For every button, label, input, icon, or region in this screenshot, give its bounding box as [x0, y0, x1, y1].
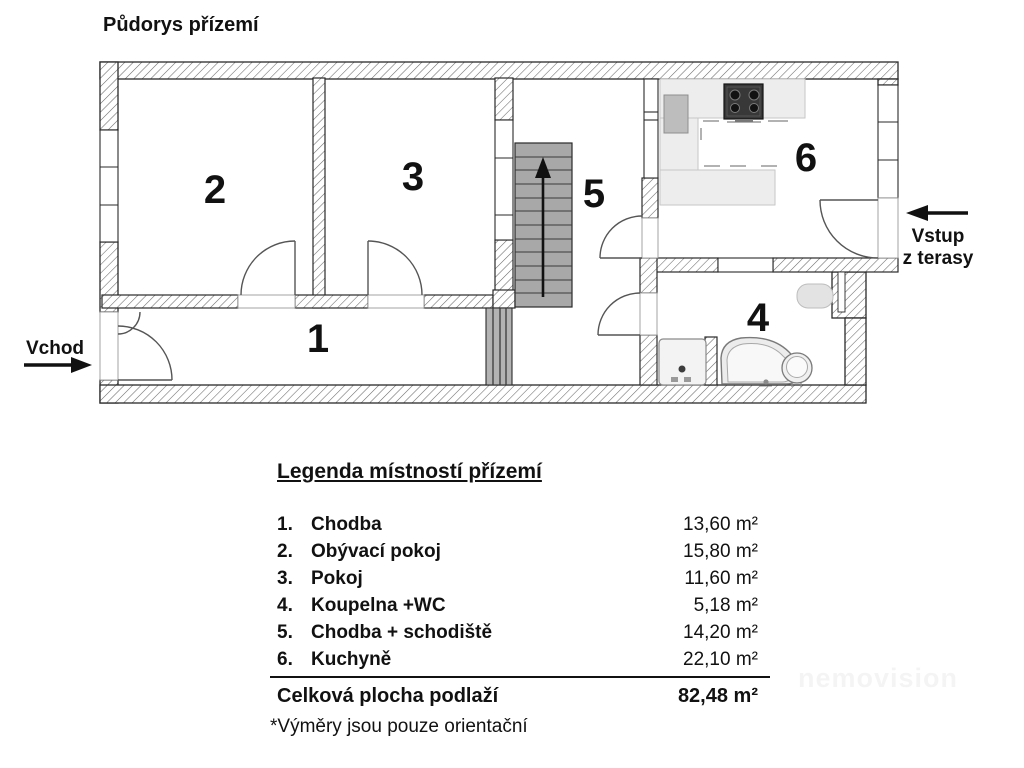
legend-total-value: 82,48 m² — [677, 685, 758, 707]
door-kitchen — [600, 216, 642, 258]
legend-total-label: Celková plocha podlaží — [277, 685, 499, 707]
legend-row-area: 13,60 m² — [683, 514, 758, 535]
window-left — [100, 130, 118, 242]
legend-row-number: 6. — [277, 649, 293, 670]
legend-row-number: 5. — [277, 622, 293, 643]
legend-rows — [270, 511, 770, 673]
legend-row — [270, 592, 770, 619]
gas-stove — [724, 84, 763, 122]
entrance-label: Vchod — [25, 338, 85, 359]
legend-total-row — [270, 685, 770, 708]
legend-row-area: 11,60 m² — [684, 568, 758, 589]
legend-row — [270, 619, 770, 646]
legend-title: Legenda místností přízemí — [277, 460, 542, 483]
legend-row-name: Koupelna +WC — [311, 595, 446, 616]
legend-row-area: 14,20 m² — [683, 622, 758, 643]
legend-row-area: 5,18 m² — [693, 595, 758, 616]
window-right — [878, 85, 898, 198]
shower — [659, 339, 706, 385]
room-label-2: 2 — [203, 168, 227, 212]
legend-row — [270, 565, 770, 592]
legend-row-name: Obývací pokoj — [311, 541, 441, 562]
page-title: Půdorys přízemí — [103, 14, 259, 36]
window-room3-hall — [495, 120, 513, 240]
legend-row-number: 2. — [277, 541, 293, 562]
legend-row-name: Pokoj — [311, 568, 363, 589]
room-label-5: 5 — [582, 172, 606, 216]
legend-footnote: *Výměry jsou pouze orientační — [270, 716, 528, 737]
legend-row-area: 22,10 m² — [683, 649, 758, 670]
legend-row-name: Chodba — [311, 514, 382, 535]
basement-stairs — [486, 308, 512, 385]
door-room2 — [241, 241, 295, 295]
legend-row-area: 15,80 m² — [683, 541, 758, 562]
door-entrance — [118, 312, 172, 380]
legend-row — [270, 538, 770, 565]
watermark — [798, 663, 958, 694]
entrance-arrow-icon — [24, 357, 92, 373]
legend-separator — [270, 676, 770, 678]
door-terrace — [820, 200, 878, 258]
legend-row-number: 4. — [277, 595, 293, 616]
radiator — [797, 284, 833, 308]
room-label-6: 6 — [794, 136, 818, 180]
legend-row-number: 3. — [277, 568, 293, 589]
room-label-4: 4 — [746, 296, 770, 340]
legend-row-name: Chodba + schodiště — [311, 622, 493, 643]
door-room3 — [368, 241, 422, 295]
cabinet-marks — [701, 121, 788, 166]
terrace-arrow-icon — [906, 205, 968, 221]
window-hall-kitchen — [644, 79, 658, 178]
room-label-3: 3 — [401, 155, 425, 199]
terrace-label-line2: z terasy — [902, 248, 974, 269]
entrance-annotation — [24, 338, 92, 373]
window-kitchen-bath — [718, 258, 773, 272]
terrace-annotation — [903, 205, 974, 269]
terrace-label-line1: Vstup — [911, 226, 965, 247]
legend — [270, 460, 770, 708]
kitchen-sink — [664, 95, 688, 133]
legend-row — [270, 646, 770, 673]
legend-row-number: 1. — [277, 514, 293, 535]
room-label-1: 1 — [306, 317, 330, 361]
door-bathroom — [598, 293, 640, 335]
legend-row — [270, 511, 770, 538]
legend-row-name: Kuchyně — [311, 649, 392, 670]
